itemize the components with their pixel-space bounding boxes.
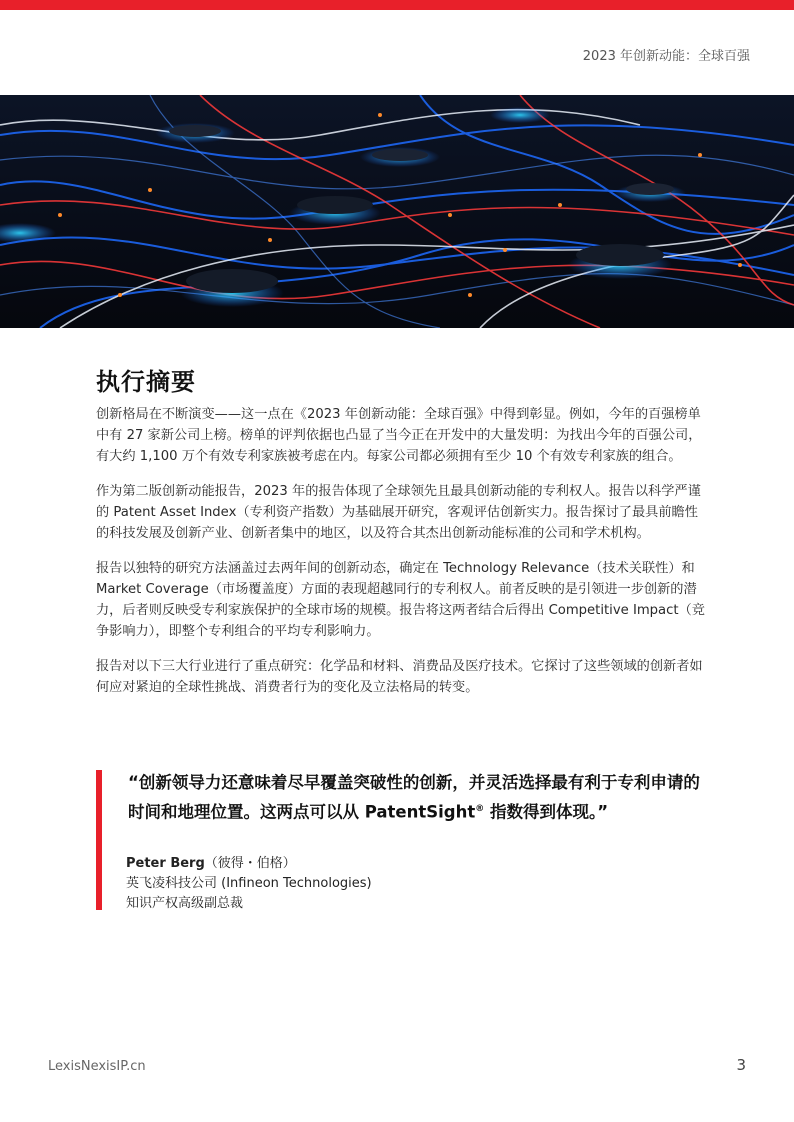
paragraph: 作为第二版创新动能报告，2023 年的报告体现了全球领先且最具创新动能的专利权人。报告以科学严谨的 Patent Asset Index（专利资产指数）为基础展开研究，客观评估创新实力。报告探讨了最具前瞻性的科技发展及创新产业、创新者集中的地区，以及符合其杰出创新动能标准的公司和学术机构。 [96,484,701,541]
quote-accent-bar [96,770,102,910]
page-number: 3 [736,1056,746,1074]
top-accent-bar [0,0,794,10]
executive-summary-body [96,404,708,712]
section-title: 执行摘要 [96,368,196,396]
quote-text-part: “创新领导力还意味着尽早覆盖突破性的创新，并灵活选择最有利于专利申请的时间和地理位置。这两点可以从 PatentSight [128,773,700,822]
running-header: 2023 年创新动能：全球百强 [582,49,750,64]
author-position: 知识产权高级副总裁 [126,896,244,911]
quote-text-part: 指数得到体现。” [484,802,609,822]
paragraph: 报告以独特的研究方法涵盖过去两年间的创新动态，确定在 Technology Relevance（技术关联性）和 Market Coverage（市场覆盖度）方面的表现超越同行的专利权人。前者反映的是引领进一步创新的潜力，后者则反映受专利家族保护的全球市场的规模。报告将这两者结合后得出 Competitive Impact（竞争影响力），即整个专利组合的平均专利影响力。 [96,561,705,639]
author-name: Peter Berg [126,856,205,871]
paragraph: 创新格局在不断演变——这一点在《2023 年创新动能：全球百强》中得到彰显。例如，今年的百强榜单中有 27 家新公司上榜。榜单的评判依据也凸显了当今正在开发中的大量发明：为找出今年的百强公司，有大约 1,100 万个有效专利家族被考虑在内。每家公司都必须拥有至少 10 个有效专利家族的组合。 [96,407,702,464]
paragraph: 报告对以下三大行业进行了重点研究：化学品和材料、消费品及医疗技术。它探讨了这些领域的创新者如何应对紧迫的全球性挑战、消费者行为的变化及立法格局的转变。 [96,659,703,695]
quote-attribution [126,854,372,914]
quote-text [128,770,708,826]
pull-quote [96,770,708,910]
network-circuit-image [0,95,794,328]
footer-site: LexisNexisIP.cn [48,1059,146,1074]
hero-illustration [0,95,794,328]
author-company: 英飞凌科技公司 (Infineon Technologies) [126,876,372,891]
author-name-cn: （彼得・伯格） [204,856,296,871]
registered-mark: ® [475,804,485,814]
author-line [126,854,372,874]
